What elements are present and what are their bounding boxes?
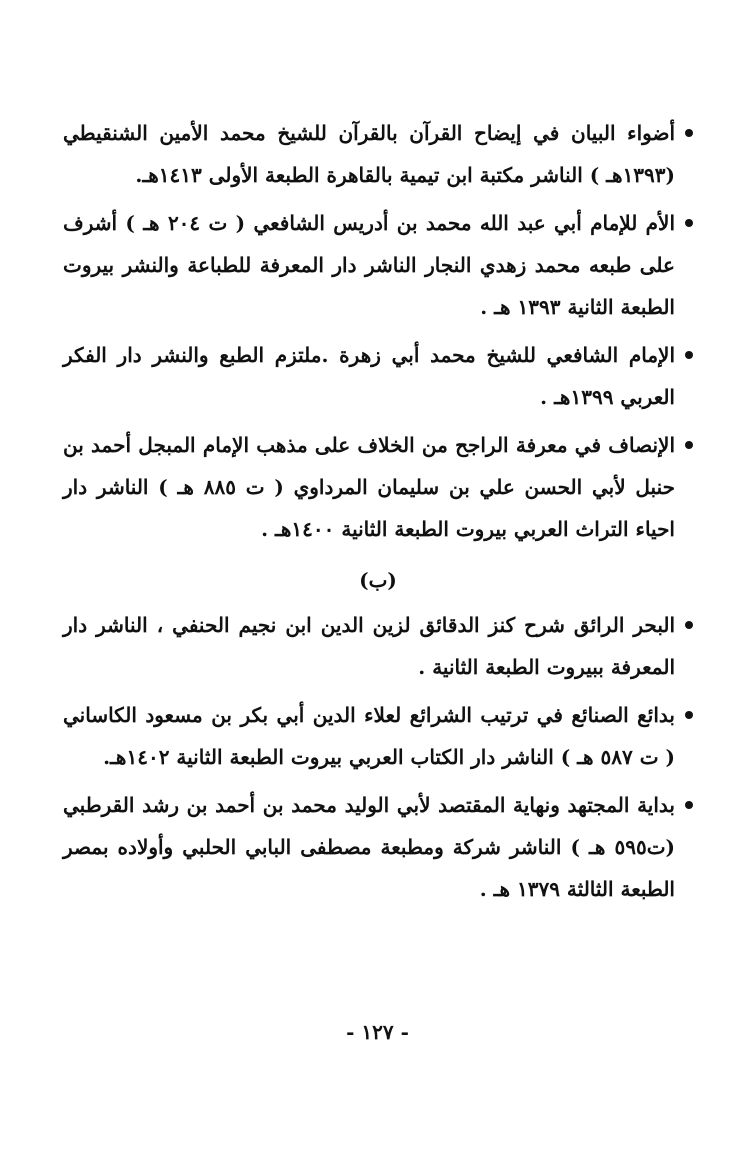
entry-text: الأم للإمام أبي عبد الله محمد بن أدريس الشافعي ( ت ٢٠٤ هـ ) أشرف على طبعه محمد زهدي النجار الناشر دار المعرفة للطباعة والنشر بيروت الطبعة الثانية ١٣٩٣ هـ . bbox=[63, 211, 675, 319]
bibliography-entry bbox=[63, 112, 693, 196]
bullet-icon bbox=[685, 711, 693, 719]
entry-text: بدائع الصنائع في ترتيب الشرائع لعلاء الدين أبي بكر بن مسعود الكاساني ( ت ٥٨٧ هـ ) الناشر دار الكتاب العربي بيروت الطبعة الثانية ١٤٠٢هـ. bbox=[63, 703, 675, 769]
bullet-icon bbox=[685, 801, 693, 809]
entry-text: أضواء البيان في إيضاح القرآن بالقرآن للشيخ محمد الأمين الشنقيطي (١٣٩٣هـ ) الناشر مكتبة ابن تيمية بالقاهرة الطبعة الأولى ١٤١٣هـ. bbox=[63, 121, 675, 187]
bibliography-entry bbox=[63, 604, 693, 688]
bibliography-entry bbox=[63, 784, 693, 910]
entry-text: الإنصاف في معرفة الراجح من الخلاف على مذهب الإمام المبجل أحمد بن حنبل لأبي الحسن علي بن سليمان المرداوي ( ت ٨٨٥ هـ ) الناشر دار احياء التراث العربي بيروت الطبعة الثانية ١٤٠٠هـ . bbox=[63, 433, 675, 541]
bibliography-entry bbox=[63, 202, 693, 328]
entry-text: البحر الرائق شرح كنز الدقائق لزين الدين ابن نجيم الحنفي ، الناشر دار المعرفة ببيروت الطبعة الثانية . bbox=[63, 613, 675, 679]
bibliography-entry bbox=[63, 334, 693, 418]
bullet-icon bbox=[685, 621, 693, 629]
bullet-icon bbox=[685, 351, 693, 359]
bullet-icon bbox=[685, 441, 693, 449]
bibliography-entry bbox=[63, 424, 693, 550]
bullet-icon bbox=[685, 129, 693, 137]
bullet-icon bbox=[685, 219, 693, 227]
section-heading-ba: (ب) bbox=[359, 568, 397, 592]
bibliography-entry bbox=[63, 694, 693, 778]
entry-text: بداية المجتهد ونهاية المقتصد لأبي الوليد محمد بن أحمد بن رشد القرطبي (ت٥٩٥ هـ ) الناشر شركة ومطبعة مصطفى البابي الحلبي وأولاده بمصر الطبعة الثالثة ١٣٧٩ هـ . bbox=[63, 793, 675, 901]
bibliography-page bbox=[63, 112, 693, 916]
page-number: - ١٢٧ - bbox=[346, 1020, 409, 1044]
entry-text: الإمام الشافعي للشيخ محمد أبي زهرة .ملتزم الطبع والنشر دار الفكر العربي ١٣٩٩هـ . bbox=[63, 343, 675, 409]
